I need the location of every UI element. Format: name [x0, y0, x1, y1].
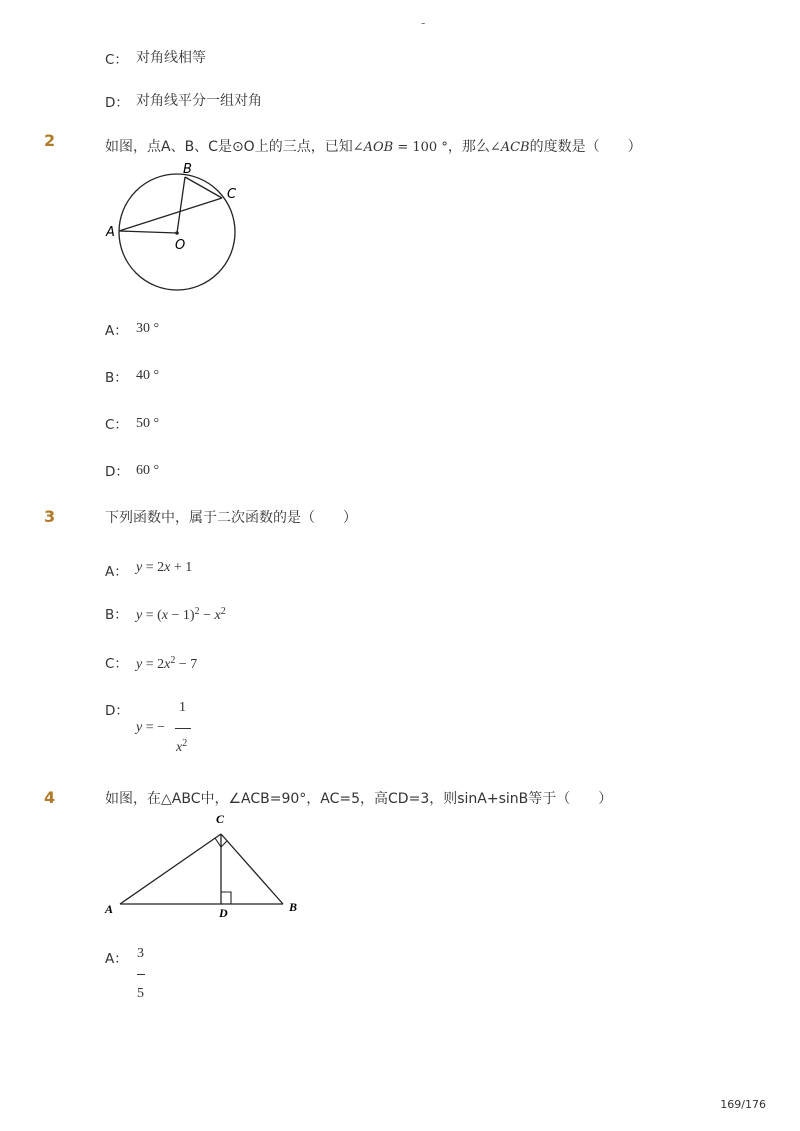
- label-o: O: [175, 238, 186, 253]
- formula-part: − 1): [168, 608, 195, 623]
- q3-option-b-label: B：: [105, 607, 128, 623]
- var-y: y: [136, 657, 143, 672]
- q2-angle-aob: ∠AOB: [352, 140, 394, 155]
- label-c: C: [216, 812, 225, 826]
- q3-option-d-lhs: [136, 720, 165, 736]
- q2-option-d-value: 60 °: [136, 463, 160, 478]
- q2-angle-value: = 100 °: [393, 140, 448, 155]
- q2-option-d-label: D：: [105, 464, 129, 480]
- formula-part: = −: [142, 720, 166, 735]
- question-number-3: 3: [44, 507, 56, 526]
- question-number-4: 4: [44, 788, 56, 807]
- q2-option-a-value: 30 °: [136, 321, 160, 336]
- q2-option-a-label: A：: [105, 323, 128, 339]
- q3-d-denominator: [176, 738, 187, 756]
- question-2-stem: [105, 136, 642, 156]
- q2-option-c-label: C：: [105, 417, 128, 433]
- q1-option-d-text: 对角线平分一组对角: [136, 93, 262, 109]
- question-3-stem: 下列函数中，属于二次函数的是（ ）: [105, 510, 357, 526]
- label-b: B: [183, 162, 192, 177]
- header-mark: -: [421, 16, 426, 30]
- formula-part: = (: [142, 608, 162, 623]
- var-y: y: [136, 720, 143, 735]
- fraction-bar: [137, 974, 145, 975]
- exponent: 2: [194, 606, 200, 617]
- q1-option-c-text: 对角线相等: [136, 50, 206, 66]
- label-b: B: [289, 900, 298, 914]
- segment-bc: [221, 834, 283, 904]
- q3-d-numerator: 1: [179, 700, 186, 715]
- q2-stem-part1: 如图，点A、B、C是⊙O上的三点，已知: [105, 139, 353, 155]
- fraction-bar: [175, 728, 191, 729]
- q3-option-c-label: C：: [105, 656, 128, 672]
- question-number-2: 2: [44, 131, 56, 150]
- formula-part: − 7: [175, 657, 198, 672]
- q3-option-a-label: A：: [105, 564, 128, 580]
- formula-part: + 1: [170, 560, 193, 575]
- q2-stem-part2: ，那么: [447, 139, 490, 155]
- circle-figure: [100, 158, 250, 298]
- q3-option-d-label: D：: [105, 703, 129, 719]
- q3-option-b-formula: [136, 606, 226, 624]
- var-x: x: [176, 740, 183, 755]
- q3-option-a-formula: [136, 560, 192, 576]
- segment-ac: [119, 198, 222, 231]
- segment-ac: [120, 834, 221, 904]
- q2-angle-acb: ∠ACB: [489, 140, 530, 155]
- formula-part: = 2: [142, 560, 165, 575]
- q2-stem-part3: 的度数是（ ）: [529, 139, 642, 155]
- formula-part: = 2: [142, 657, 165, 672]
- q2-option-c-value: 50 °: [136, 416, 160, 431]
- q3-option-c-formula: [136, 655, 197, 673]
- exponent: 2: [170, 655, 176, 666]
- var-x: x: [214, 608, 221, 623]
- label-d: D: [219, 906, 228, 920]
- triangle-figure: [100, 808, 330, 923]
- var-y: y: [136, 560, 143, 575]
- right-angle-d: [221, 892, 231, 904]
- center-point: [175, 231, 179, 235]
- var-x: x: [164, 657, 171, 672]
- q2-option-b-label: B：: [105, 370, 128, 386]
- var-x: x: [164, 560, 171, 575]
- exponent: 2: [182, 738, 188, 749]
- label-c: C: [227, 187, 237, 202]
- q1-option-c-label: C：: [105, 52, 128, 68]
- q2-option-b-value: 40 °: [136, 368, 160, 383]
- page-number: 169/176: [720, 1098, 766, 1111]
- label-a: A: [105, 902, 114, 916]
- segment-ob: [177, 177, 185, 233]
- var-x: x: [161, 608, 168, 623]
- var-y: y: [136, 608, 143, 623]
- label-a: A: [106, 225, 115, 240]
- segment-ao: [119, 231, 177, 233]
- q4-a-numerator: 3: [137, 946, 144, 961]
- q1-option-d-label: D：: [105, 95, 129, 111]
- question-4-stem: 如图，在△ABC中，∠ACB=90°，AC=5，高CD=3，则sinA+sinB等于（ ）: [105, 791, 613, 807]
- q4-a-denominator: 5: [137, 986, 144, 1001]
- formula-part: −: [199, 608, 215, 623]
- q4-option-a-label: A：: [105, 951, 128, 967]
- exponent: 2: [220, 606, 226, 617]
